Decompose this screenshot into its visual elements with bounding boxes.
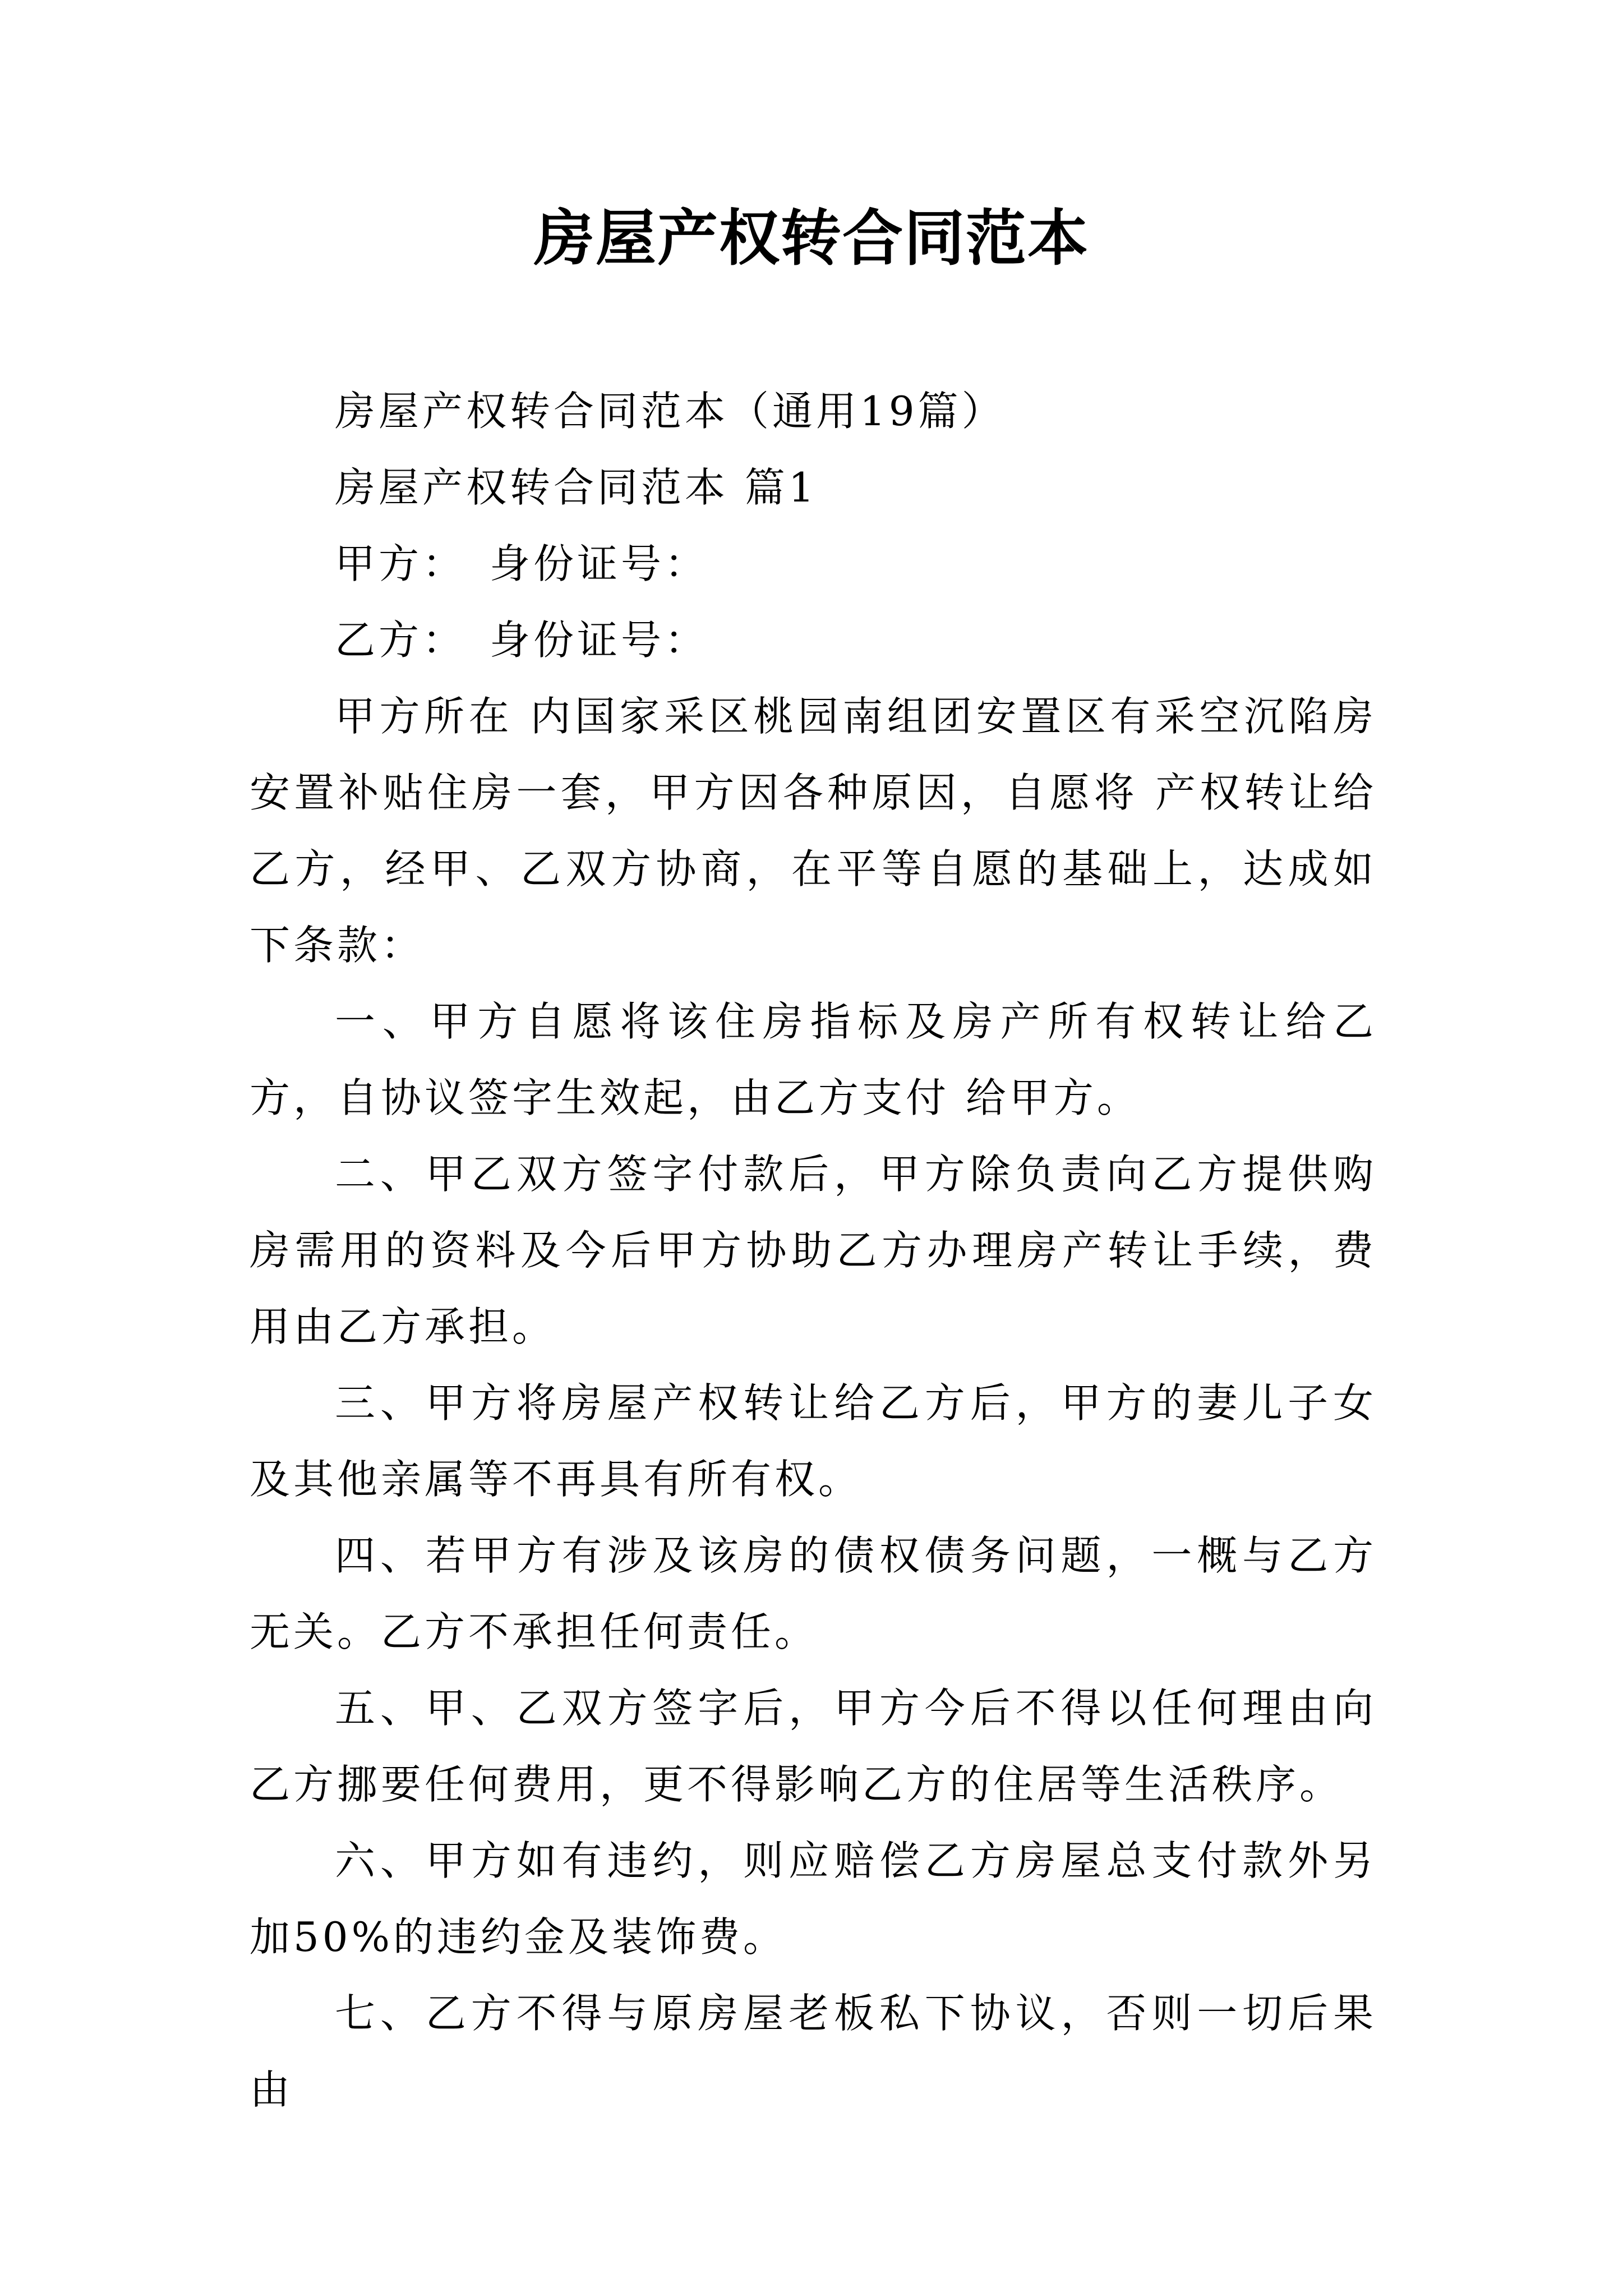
paragraph-clause-4: 四、若甲方有涉及该房的债权债务问题，一概与乙方无关。乙方不承担任何责任。 [250,1532,1377,1655]
paragraph-clause-2: 二、甲乙双方签字付款后，甲方除负责向乙方提供购房需用的资料及今后甲方协助乙方办理房产转让手续，费用由乙方承担。 [250,1151,1377,1350]
document-body [250,373,1377,2128]
paragraph-section-heading: 房屋产权转合同范本 篇1 [335,464,818,511]
paragraph-subtitle: 房屋产权转合同范本（通用19篇） [335,388,1006,435]
paragraph-clause-6: 六、甲方如有违约，则应赔偿乙方房屋总支付款外另加50%的违约金及装饰费。 [250,1837,1377,1961]
paragraph-party-a: 甲方： 身份证号： [335,540,709,587]
paragraph-clause-3: 三、甲方将房屋产权转让给乙方后，甲方的妻儿子女及其他亲属等不再具有所有权。 [250,1379,1377,1503]
paragraph-party-b: 乙方： 身份证号： [335,616,709,664]
document-title: 房屋产权转合同范本 [533,203,1089,274]
paragraph-clause-7: 七、乙方不得与原房屋老板私下协议，否则一切后果由 [250,1990,1377,2113]
paragraph-clause-5: 五、甲、乙双方签字后，甲方今后不得以任何理由向乙方挪要任何费用，更不得影响乙方的住居等生活秩序。 [250,1685,1377,1808]
paragraph-clause-1: 一、甲方自愿将该住房指标及房产所有权转让给乙方，自协议签字生效起，由乙方支付 给甲方。 [250,998,1377,1121]
paragraph-preamble: 甲方所在 内国家采区桃园南组团安置区有采空沉陷房安置补贴住房一套，甲方因各种原因，自愿将 产权转让给乙方，经甲、乙双方协商，在平等自愿的基础上，达成如下条款： [250,693,1377,969]
